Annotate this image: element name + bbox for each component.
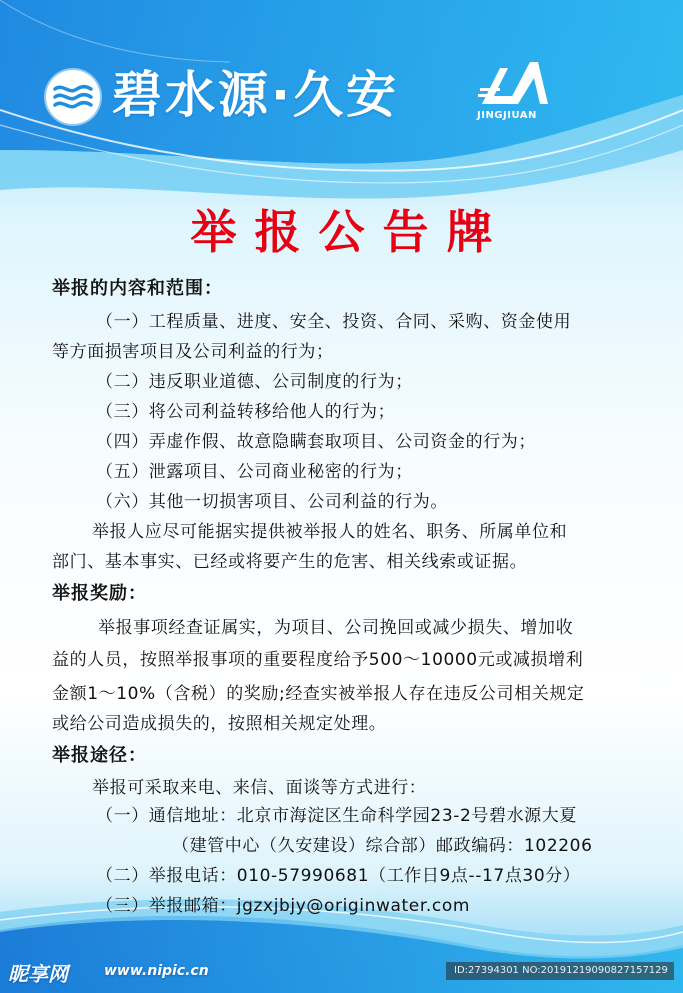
reward-text-4: 或给公司造成损失的，按照相关规定处理。: [52, 714, 387, 734]
channel-address: （一）通信地址：北京市海淀区生命科学园23-2号碧水源大夏: [96, 806, 577, 826]
scope-item-5: （五）泄露项目、公司商业秘密的行为；: [96, 462, 413, 482]
scope-item-3: （三）将公司利益转移给他人的行为；: [96, 402, 396, 422]
scope-item-2: （二）违反职业道德、公司制度的行为；: [96, 372, 413, 392]
scope-item-1: （一）工程质量、进度、安全、投资、合同、采购、资金使用: [96, 312, 572, 332]
watermark-id: ID:27394301 NO:20191219090827157129: [446, 962, 674, 980]
watermark-site-name: 昵享网: [8, 962, 68, 986]
scope-item-6: （六）其他一切损害项目、公司利益的行为。: [96, 492, 448, 512]
ja-brand-mark-icon: [478, 58, 550, 108]
scope-item-1-cont: 等方面损害项目及公司利益的行为；: [52, 342, 334, 362]
channels-intro: 举报可采取来电、来信、面谈等方式进行：: [92, 778, 427, 798]
channel-email: （三）举报邮箱：jgzxjbjy@originwater.com: [96, 896, 470, 916]
scope-item-4: （四）弄虚作假、故意隐瞒套取项目、公司资金的行为；: [96, 432, 536, 452]
page-title: 举报公告牌: [190, 205, 511, 259]
section-heading-scope: 举报的内容和范围：: [52, 278, 223, 299]
brand-subtitle: JINGJIUAN: [477, 110, 537, 121]
channel-address-cont: （建管中心（久安建设）综合部）邮政编码：102206: [172, 836, 593, 856]
reward-text-3: 金额1～10%（含税）的奖励;经查实被举报人存在违反公司相关规定: [52, 684, 585, 704]
watermark-url: www.nipic.cn: [104, 963, 209, 979]
scope-note-cont: 部门、基本事实、已经或将要产生的危害、相关线索或证据。: [52, 552, 528, 572]
section-heading-reward: 举报奖励：: [52, 583, 147, 604]
channel-phone: （二）举报电话：010-57990681（工作日9点--17点30分）: [96, 866, 581, 886]
section-heading-channels: 举报途径：: [52, 745, 147, 766]
brand-logo-icon: [46, 70, 100, 124]
scope-note: 举报人应尽可能据实提供被举报人的姓名、职务、所属单位和: [92, 522, 568, 542]
reward-text-1: 举报事项经查证属实，为项目、公司挽回或减少损失、增加收: [98, 618, 574, 638]
brand-logo-text: 碧水源·久安: [112, 66, 399, 124]
reward-text-2: 益的人员，按照举报事项的重要程度给予500～10000元或减损增利: [52, 650, 584, 670]
